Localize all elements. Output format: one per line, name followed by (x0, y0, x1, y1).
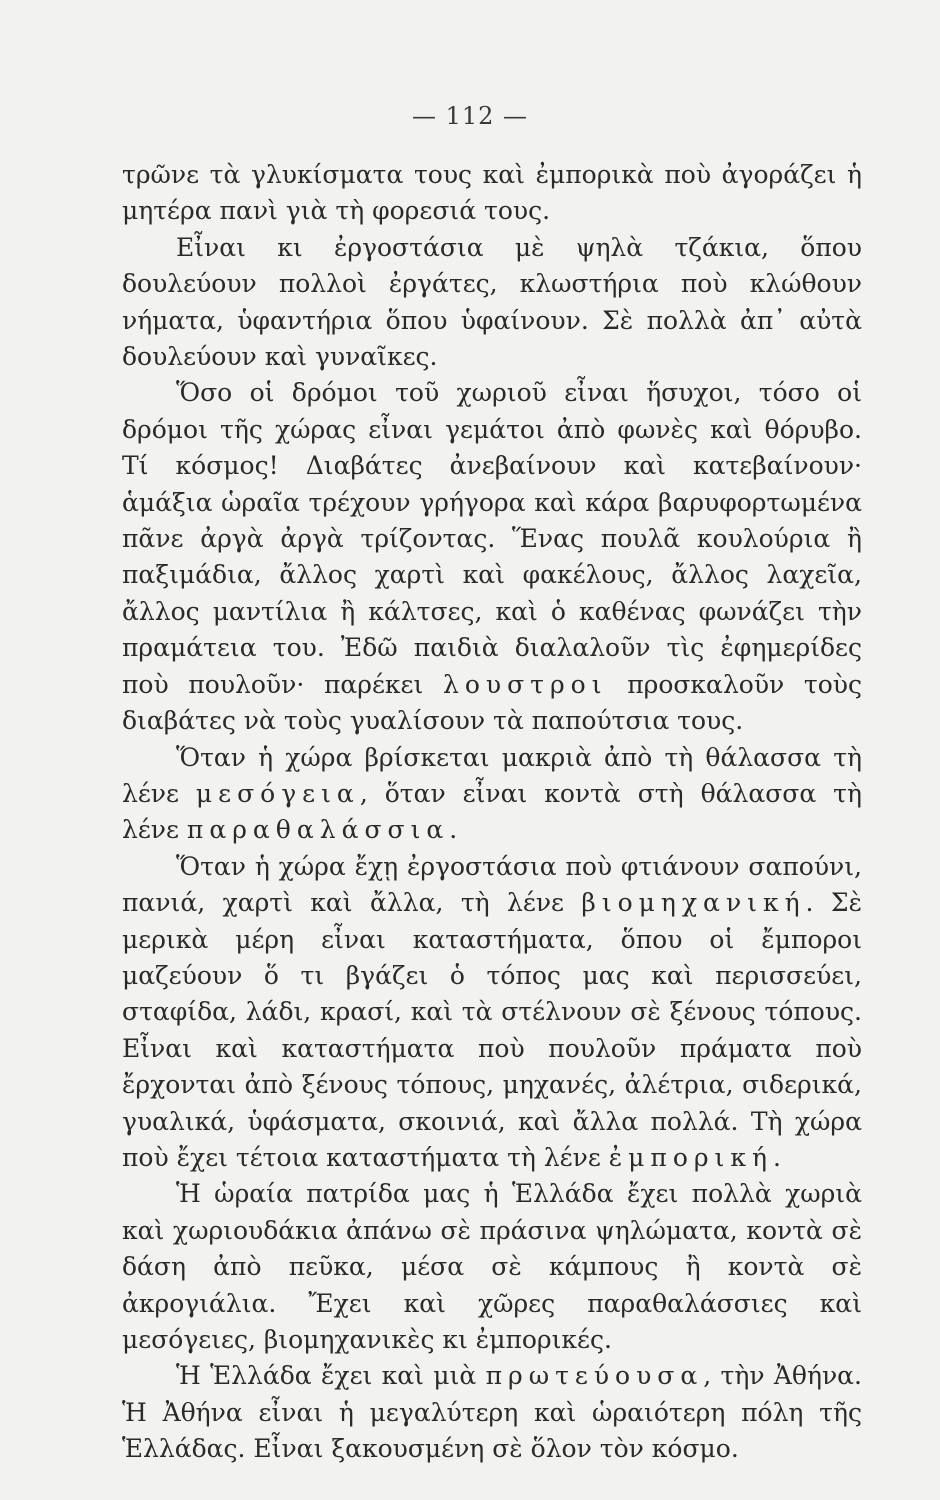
paragraph-7 (122, 1358, 862, 1467)
text-run: Ἡ ὡραία πατρίδα μας ἡ Ἑλλάδα ἔχει πολλὰ χωριὰ καὶ χωριουδάκια ἀπάνω σὲ πράσινα ψηλώματα, κοντὰ σὲ δάση ἀπὸ πεῦκα, μέσα σὲ κάμπους ἢ κοντὰ σὲ ἀκρογιάλια. Ἔχει καὶ χῶρες παραθαλάσσιες καὶ μεσόγειες, βιομηχανικὲς κι ἐμπορικές. (122, 1179, 862, 1354)
paragraph-1 (122, 157, 862, 230)
text-run: . (772, 1142, 781, 1172)
paragraph-3 (122, 375, 862, 739)
spaced-term: βιομηχανική (581, 888, 806, 918)
text-run: Ὅταν ἡ χώρα βρίσκεται μακριὰ ἀπὸ τὴ θάλασσα τὴ λένε (122, 742, 862, 808)
text-run: . (449, 815, 458, 845)
text-run: Εἶναι κι ἐργοστάσια μὲ ψηλὰ τζάκια, ὅπου δουλεύουν πολλοὶ ἐργάτες, κλωστήρια ποὺ κλώθουν νήματα, ὑφαντήρια ὅπου ὑφαίνουν. Σὲ πολλὰ ἀπ᾿ αὐτὰ δουλεύουν καὶ γυναῖκες. (122, 232, 862, 372)
paragraph-4 (122, 740, 862, 849)
text-run: . Σὲ μερικὰ μέρη εἶναι καταστήματα, ὅπου οἱ ἔμποροι μαζεύουν ὅ τι βγάζει ὁ τόπος μας καὶ περισσεύει, σταφίδα, λάδι, κρασί, καὶ τὰ στέλνουν σὲ ξένους τόπους. Εἶναι καὶ καταστήματα ποὺ πουλοῦν πράματα ποὺ ἔρχονται ἀπὸ ξένους τόπους, μηχανές, ἀλέτρια, σιδερικά, γυαλικά, ὑφάσματα, σκοινιά, καὶ ἄλλα πολλά. Τὴ χώρα ποὺ ἔχει τέτοια καταστήματα τὴ λένε (122, 888, 862, 1172)
text-run: , τὴν Ἀθήνα. Ἡ Ἀθήνα εἶναι ἡ μεγαλύτερη καὶ ὡραιότερη πόλη τῆς Ἑλλάδας. Εἶναι ξακουσμένη σὲ ὅλον τὸν κόσμο. (122, 1361, 862, 1464)
paragraph-5 (122, 849, 862, 1177)
text-run: Ἡ Ἑλλάδα ἔχει καὶ μιὰ (176, 1361, 486, 1391)
text-run: Ὅσο οἱ δρόμοι τοῦ χωριοῦ εἶναι ἥσυχοι, τόσο οἱ δρόμοι τῆς χώρας εἶναι γεμάτοι ἀπὸ φωνὲς καὶ θόρυβο. Τί κόσμος! Διαβάτες ἀνεβαίνουν καὶ κατεβαίνουν· ἁμάξια ὡραῖα τρέχουν γρήγορα καὶ κάρα βαρυφορτωμένα πᾶνε ἀργὰ ἀργὰ τρίζοντας. Ἕνας πουλᾶ κουλούρια ἢ παξιμάδια, ἄλλος χαρτὶ καὶ φακέλους, ἄλλος λαχεῖα, ἄλλος μαντίλια ἢ κάλτσες, καὶ ὁ καθένας φωνάζει τὴν πραμάτεια του. Ἐδῶ παιδιὰ διαλαλοῦν τὶς ἐφημερίδες ποὺ πουλοῦν· παρέκει (122, 378, 862, 699)
spaced-term: ἐμπορική (608, 1142, 773, 1172)
spaced-term: παραθαλάσσια (186, 815, 450, 845)
spaced-term: μεσόγεια (195, 778, 360, 808)
spaced-term: πρωτεύουσα (485, 1361, 704, 1391)
text-run: τρῶνε τὰ γλυκίσματα τους καὶ ἐμπορικὰ ποὺ ἀγοράζει ἡ μητέρα πανὶ γιὰ τὴ φορεσιά τους. (122, 160, 862, 226)
body-text (122, 157, 862, 1468)
page-number: — 112 — (411, 102, 529, 130)
text-run: Ὅταν ἡ χώρα ἔχῃ ἐργοστάσια ποὺ φτιάνουν σαπούνι, πανιά, χαρτὶ καὶ ἄλλα, τὴ λένε (122, 851, 862, 918)
spaced-term: λουστροι (442, 669, 608, 699)
text-run: προσκαλοῦν τοὺς διαβάτες νὰ τοὺς γυαλίσουν τὰ παπούτσια τους. (122, 669, 862, 736)
paragraph-2 (122, 230, 862, 376)
paragraph-6 (122, 1176, 862, 1358)
text-run: , ὅταν εἶναι κοντὰ στὴ θάλασσα τὴ λένε (122, 778, 862, 845)
